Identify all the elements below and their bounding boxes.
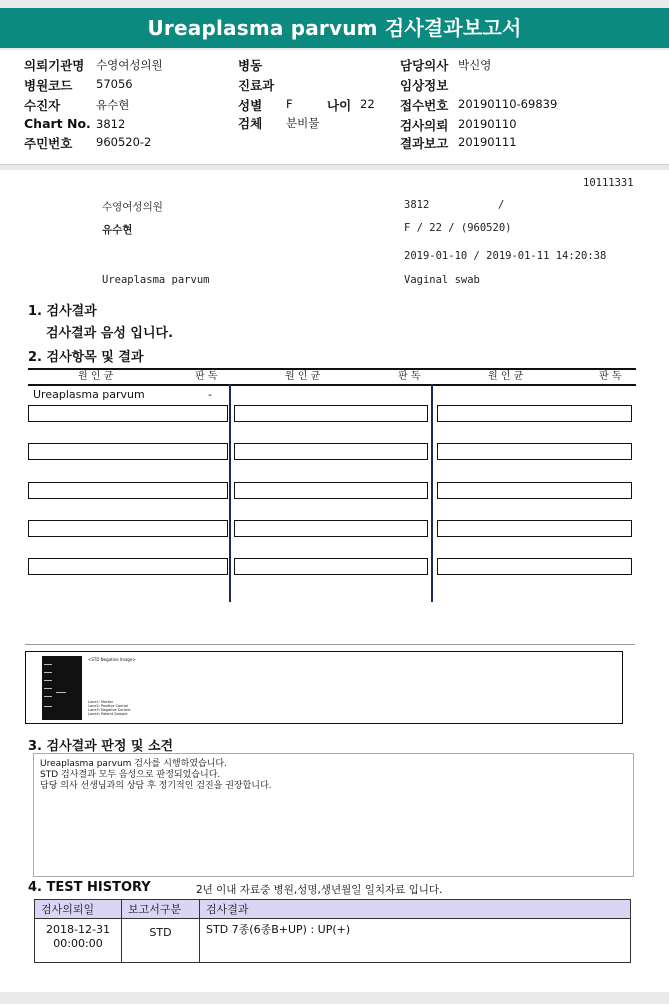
column-divider xyxy=(229,384,231,602)
report-clinic: 수영여성의원 xyxy=(102,201,163,213)
result-grid-header xyxy=(28,368,636,386)
report-test-name: Ureaplasma parvum xyxy=(102,274,210,286)
col-header-organism: 원 인 균 xyxy=(285,371,321,382)
result-cell xyxy=(437,405,632,422)
report-specimen: Vaginal swab xyxy=(404,274,480,286)
col-header-reading: 판 독 xyxy=(599,371,622,382)
history-col-type: 보고서구분 xyxy=(122,900,200,919)
section4-title: 4. TEST HISTORY xyxy=(28,880,151,895)
result-cell xyxy=(28,520,228,537)
findings-box xyxy=(33,753,634,877)
result-cell xyxy=(437,443,632,460)
history-table xyxy=(34,899,631,963)
finding-line: Ureaplasma parvum 검사를 시행하였습니다. xyxy=(40,759,227,769)
age-value: 22 xyxy=(360,97,375,111)
report-slash: / xyxy=(498,199,505,211)
result-cell xyxy=(234,443,428,460)
clinic-value: 수영여성의원 xyxy=(96,58,163,72)
col-header-organism: 원 인 균 xyxy=(78,371,114,382)
history-col-result: 검사결과 xyxy=(200,900,631,919)
patient-label: 수진자 xyxy=(24,98,61,113)
section1-result: 검사결과 음성 입니다. xyxy=(46,326,174,341)
result-cell xyxy=(28,405,228,422)
specimen-label: 검체 xyxy=(238,116,263,131)
report-dates: 2019-01-10 / 2019-01-11 14:20:38 xyxy=(404,250,607,262)
request-date-label: 검사의뢰 xyxy=(400,118,449,133)
history-col-date: 검사의뢰일 xyxy=(35,900,122,919)
history-note: 2년 이내 자료중 병원,성명,생년월일 일치자료 입니다. xyxy=(196,884,443,896)
report-code: 10111331 xyxy=(583,177,634,189)
gel-image-frame xyxy=(25,651,623,724)
header-panel xyxy=(0,50,669,165)
history-type-cell: STD xyxy=(122,919,200,963)
result-cell xyxy=(437,558,632,575)
finding-line: 담당 의사 선생님과의 상담 후 정기적인 검진을 권장합니다. xyxy=(40,781,272,791)
doctor-label: 담당의사 xyxy=(400,58,449,73)
history-result-cell: STD 7종(6종B+UP) : UP(+) xyxy=(200,919,631,963)
request-date-value: 20190110 xyxy=(458,117,517,131)
hospital-code-value: 57056 xyxy=(96,77,133,91)
resident-no-label: 주민번호 xyxy=(24,136,73,151)
clinical-info-label: 임상정보 xyxy=(400,78,449,93)
history-date-cell: 2018-12-31 00:00:00 xyxy=(35,919,122,963)
column-divider xyxy=(431,384,433,602)
sex-value: F xyxy=(286,97,293,111)
result-cell xyxy=(28,482,228,499)
gel-caption: <STD Negative Image> xyxy=(88,657,136,662)
receipt-no-label: 접수번호 xyxy=(400,98,449,113)
section3-title: 3. 검사결과 판정 및 소견 xyxy=(28,739,174,754)
specimen-value: 분비물 xyxy=(286,116,320,130)
report-sex-age: F / 22 / (960520) xyxy=(404,222,512,234)
clinic-label: 의뢰기관명 xyxy=(24,58,85,73)
section1-title: 1. 검사결과 xyxy=(28,304,97,319)
ward-label: 병동 xyxy=(238,58,263,73)
gel-electrophoresis-image xyxy=(42,656,82,720)
col-header-organism: 원 인 균 xyxy=(488,371,524,382)
finding-line: STD 검사결과 모두 음성으로 판정되었습니다. xyxy=(40,770,221,780)
result-cell xyxy=(437,482,632,499)
chart-no-label: Chart No. xyxy=(24,116,91,131)
report-body xyxy=(0,170,669,992)
gel-legend: Lane1: Marker Lane2: Positive Control Lane3: Negative Control Lane4: Patient Sample xyxy=(88,700,131,716)
result-cell xyxy=(234,482,428,499)
report-title: Ureaplasma parvum 검사결과보고서 xyxy=(0,8,669,48)
section2-title: 2. 검사항목 및 결과 xyxy=(28,350,144,365)
report-date-label: 결과보고 xyxy=(400,136,449,151)
result-cell xyxy=(437,520,632,537)
result-cell xyxy=(234,520,428,537)
table-row xyxy=(35,919,631,963)
col-header-reading: 판 독 xyxy=(398,371,421,382)
department-label: 진료과 xyxy=(238,78,275,93)
hospital-code-label: 병원코드 xyxy=(24,78,73,93)
report-date-value: 20190111 xyxy=(458,135,517,149)
resident-no-value: 960520-2 xyxy=(96,135,152,149)
chart-no-value: 3812 xyxy=(96,117,126,131)
section-divider xyxy=(25,644,635,645)
result-cell xyxy=(28,443,228,460)
sex-label: 성별 xyxy=(238,98,263,113)
doctor-value: 박신영 xyxy=(458,58,492,72)
col-header-reading: 판 독 xyxy=(195,371,218,382)
result-item-reading: - xyxy=(208,388,212,401)
report-chart: 3812 xyxy=(404,199,430,211)
result-cell xyxy=(234,558,428,575)
history-header-row xyxy=(35,900,631,919)
result-cell xyxy=(234,405,428,422)
patient-value: 유수현 xyxy=(96,98,130,112)
report-patient: 유수현 xyxy=(102,224,133,236)
result-cell xyxy=(28,558,228,575)
age-label: 나이 xyxy=(327,98,352,113)
receipt-no-value: 20190110-69839 xyxy=(458,97,558,111)
result-item-name: Ureaplasma parvum xyxy=(33,388,145,401)
